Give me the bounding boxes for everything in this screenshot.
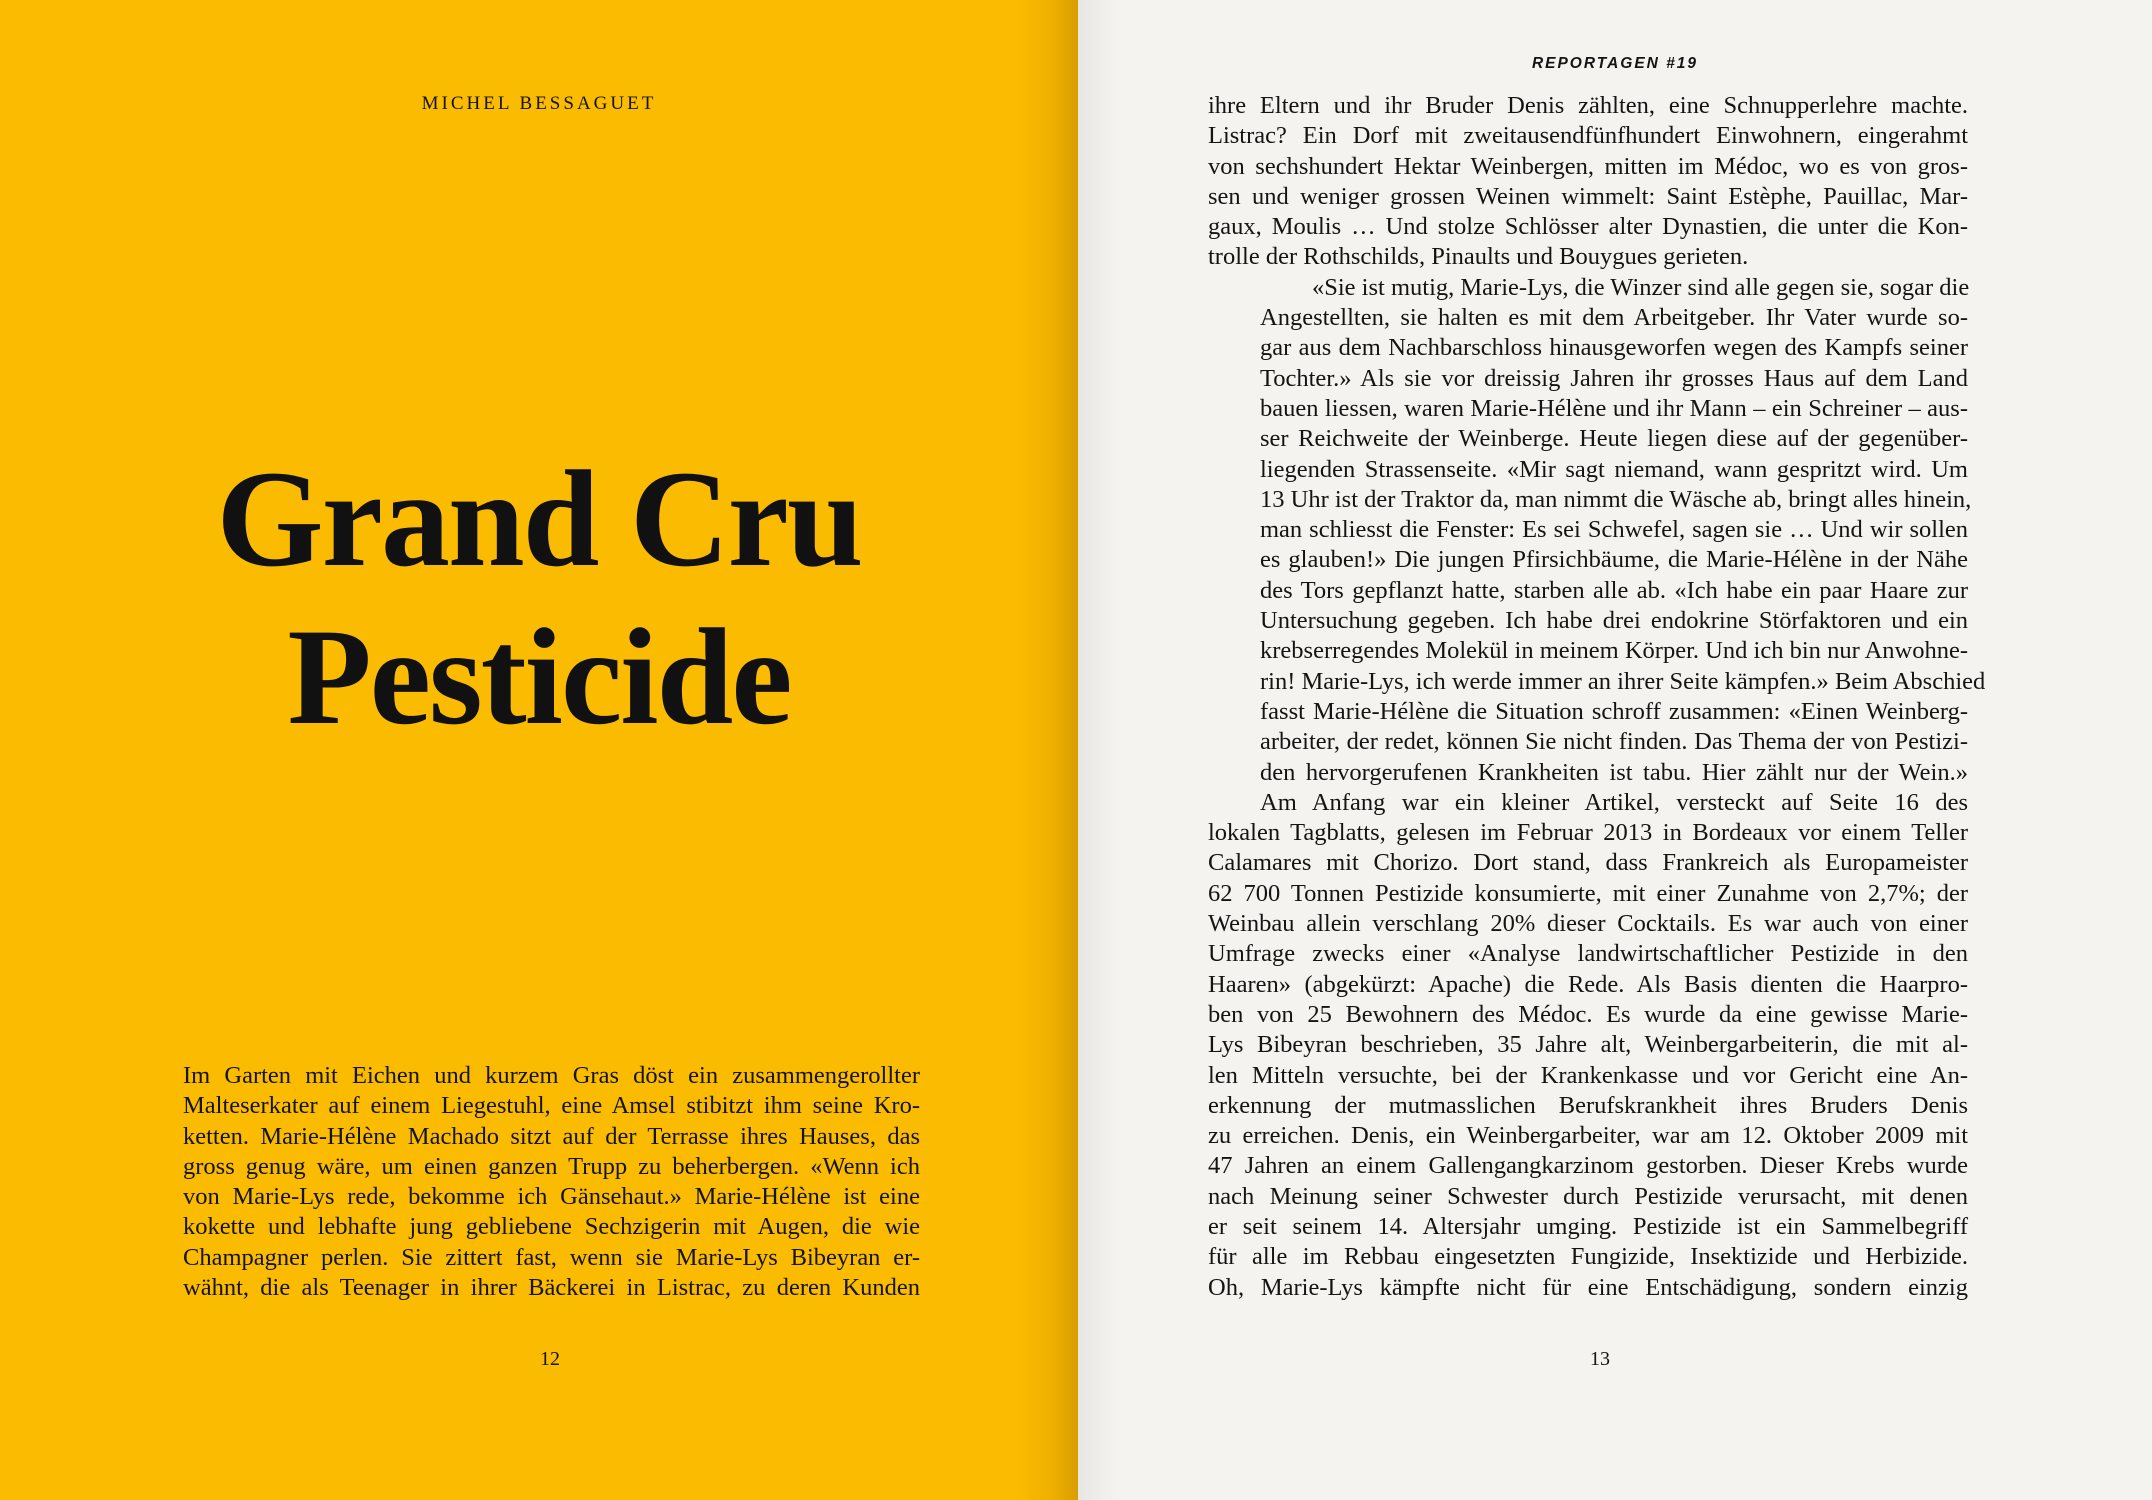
text-line: Tochter.» Als sie vor dreissig Jahren ihr grosses Haus auf dem Land — [1260, 364, 1968, 392]
text-line: sen und weniger grossen Weinen wimmelt: Saint Estèphe, Pauillac, Mar- — [1208, 182, 1968, 210]
text-line: len Mitteln versuchte, bei der Krankenkasse und vor Gericht eine An- — [1208, 1061, 1968, 1089]
text-line: gross genug wäre, um einen ganzen Trupp zu beherbergen. «Wenn ich — [183, 1152, 920, 1180]
text-line: gaux, Moulis … Und stolze Schlösser alter Dynastien, die unter die Kon- — [1208, 213, 1968, 241]
text-line: den hervorgerufenen Krankheiten ist tabu. Hier zählt nur der Wein.» — [1260, 758, 1968, 786]
text-line: zu erreichen. Denis, ein Weinbergarbeiter, war am 12. Oktober 2009 mit — [1208, 1122, 1968, 1150]
text-line: 62 700 Tonnen Pestizide konsumierte, mit einer Zunahme von 2,7%; der — [1208, 879, 1968, 907]
text-line: von sechshundert Hektar Weinbergen, mitten im Médoc, wo es von gros- — [1208, 152, 1968, 180]
text-line: Weinbau allein verschlang 20% dieser Cocktails. Es war auch von einer — [1208, 910, 1968, 938]
text-line: fasst Marie-Hélène die Situation schroff zusammen: «Einen Weinberg- — [1260, 697, 1968, 725]
text-line: Calamares mit Chorizo. Dort stand, dass Frankreich als Europameister — [1208, 849, 1968, 877]
text-line: ben von 25 Bewohnern des Médoc. Es wurde da eine gewisse Marie- — [1208, 1000, 1968, 1028]
page-number-left: 12 — [540, 1348, 560, 1370]
gutter-shadow — [1018, 0, 1078, 1500]
text-line: wähnt, die als Teenager in ihrer Bäckerei in Listrac, zu deren Kunden — [183, 1274, 920, 1302]
article-title — [0, 440, 1078, 756]
text-line: erkennung der mutmasslichen Berufskrankheit ihres Bruders Denis — [1208, 1091, 1968, 1119]
text-line: Am Anfang war ein kleiner Artikel, versteckt auf Seite 16 des — [1260, 788, 1968, 816]
text-line: gar aus dem Nachbarschloss hinausgeworfen wegen des Kampfs seiner — [1260, 334, 1968, 362]
text-line: 13 Uhr ist der Traktor da, man nimmt die Wäsche ab, bringt alles hinein, — [1260, 485, 1972, 513]
text-line: Umfrage zwecks einer «Analyse landwirtschaftlicher Pestizide in den — [1208, 940, 1968, 968]
text-line: für alle im Rebbau eingesetzten Fungizide, Insektizide und Herbizide. — [1208, 1243, 1968, 1271]
text-line: ketten. Marie-Hélène Machado sitzt auf der Terrasse ihres Hauses, das — [183, 1122, 920, 1150]
right-page — [1078, 0, 2152, 1500]
text-line: Listrac? Ein Dorf mit zweitausendfünfhundert Einwohnern, eingerahmt — [1208, 122, 1968, 150]
text-line: ihre Eltern und ihr Bruder Denis zählten, eine Schnupperlehre machte. — [1208, 92, 1968, 119]
text-line: liegenden Strassenseite. «Mir sagt niemand, wann gespritzt wird. Um — [1260, 455, 1968, 483]
text-line: trolle der Rothschilds, Pinaults und Bouygues gerieten. — [1208, 243, 1749, 271]
text-line: lokalen Tagblatts, gelesen im Februar 2013 in Bordeaux vor einem Teller — [1208, 819, 1968, 847]
text-line: es glauben!» Die jungen Pfirsichbäume, die Marie-Hélène in der Nähe — [1260, 546, 1968, 574]
text-line: 47 Jahren an einem Gallengangkarzinom gestorben. Dieser Krebs wurde — [1208, 1152, 1968, 1180]
paragraph-continuation — [1208, 91, 1968, 273]
page-number-right: 13 — [1590, 1348, 1610, 1370]
title-line-1: Grand Cru — [216, 442, 862, 595]
text-line: ser Reichweite der Weinberge. Heute liegen diese auf der gegenüber- — [1260, 425, 1968, 453]
body-text — [1208, 91, 1986, 1303]
text-line: krebserregendes Molekül in meinem Körper. Und ich bin nur Anwohne- — [1260, 637, 1968, 665]
text-line: Im Garten mit Eichen und kurzem Gras döst ein zusammengerollter — [183, 1062, 920, 1089]
text-line: des Tors gepflanzt hatte, starben alle ab. «Ich habe ein paar Haare zur — [1260, 576, 1968, 604]
text-line: man schliesst die Fenster: Es sei Schwefel, sagen sie … Und wir sollen — [1260, 516, 1968, 544]
text-line: Malteserkater auf einem Liegestuhl, eine Amsel stibitzt ihm seine Kro- — [183, 1092, 920, 1120]
text-line: rin! Marie-Lys, ich werde immer an ihrer Seite kämpfen.» Beim Abschied — [1260, 667, 1986, 695]
text-line: «Sie ist mutig, Marie-Lys, die Winzer sind alle gegen sie, sogar die — [1312, 273, 1970, 301]
text-line: von Marie-Lys rede, bekomme ich Gänsehaut.» Marie-Hélène ist eine — [183, 1183, 920, 1211]
block-quote — [1208, 273, 1986, 788]
text-line: Haaren» (abgekürzt: Apache) die Rede. Als Basis dienten die Haarpro- — [1208, 970, 1968, 998]
text-line: nach Meinung seiner Schwester durch Pestizide verursacht, mit denen — [1208, 1182, 1968, 1210]
author-name: MICHEL BESSAGUET — [421, 93, 657, 114]
paragraph — [1208, 788, 1968, 1303]
text-line: arbeiter, der redet, können Sie nicht finden. Das Thema der von Pestizi- — [1260, 728, 1968, 756]
running-head: REPORTAGEN #19 — [1531, 55, 1699, 72]
text-line: Angestellten, sie halten es mit dem Arbeitgeber. Ihr Vater wurde so- — [1260, 304, 1968, 332]
text-line: Champagner perlen. Sie zittert fast, wenn sie Marie-Lys Bibeyran er- — [183, 1243, 920, 1271]
gutter-shadow-right — [1078, 0, 1118, 1500]
title-line-2: Pesticide — [287, 600, 791, 753]
text-line: Lys Bibeyran beschrieben, 35 Jahre alt, Weinbergarbeiterin, die mit al- — [1208, 1031, 1968, 1059]
text-line: kokette und lebhafte jung gebliebene Sechzigerin mit Augen, die wie — [183, 1213, 920, 1241]
text-line: Oh, Marie-Lys kämpfte nicht für eine Entschädigung, sondern einzig — [1208, 1273, 1968, 1301]
text-line: Untersuchung gegeben. Ich habe drei endokrine Störfaktoren und ein — [1260, 607, 1968, 635]
text-line: er seit seinem 14. Altersjahr umging. Pestizide ist ein Sammelbegriff — [1208, 1212, 1968, 1240]
intro-paragraph — [183, 1061, 920, 1303]
text-line: bauen liessen, waren Marie-Hélène und ihr Mann – ein Schreiner – aus- — [1260, 394, 1968, 422]
